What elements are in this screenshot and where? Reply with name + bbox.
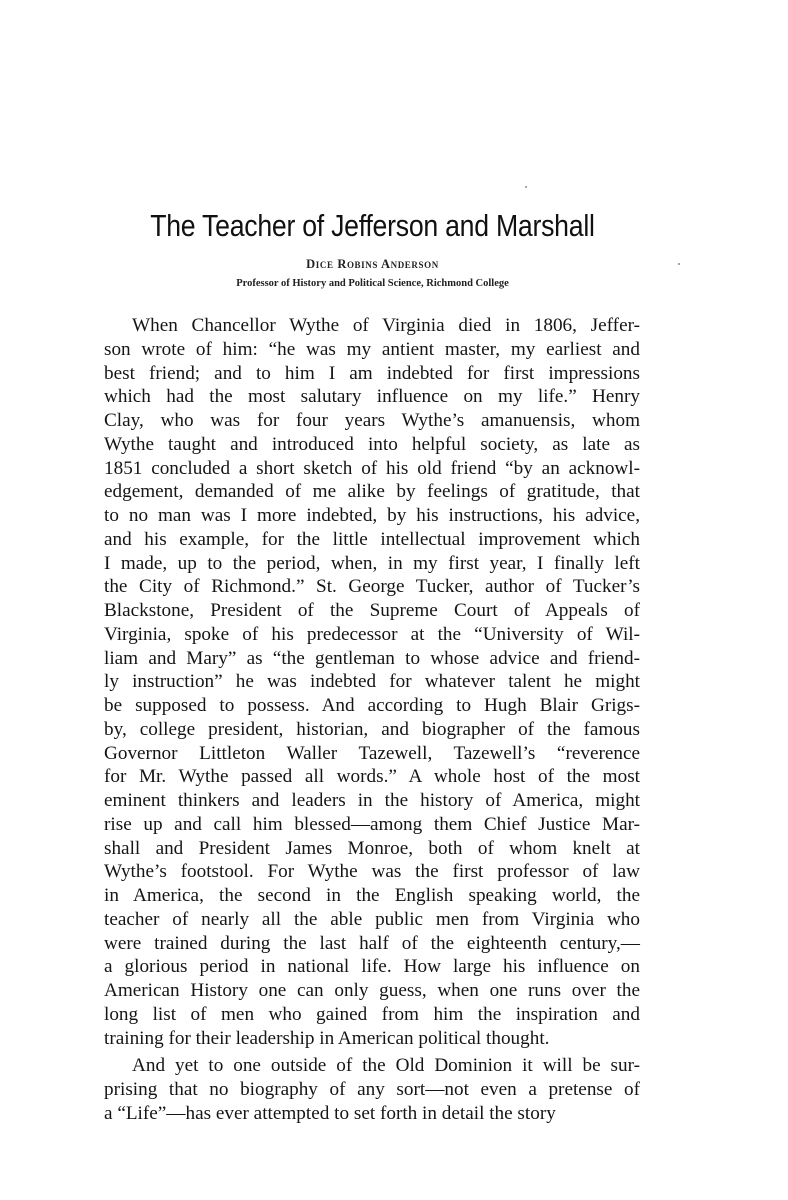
- text-line: ly instruction” he was indebted for whatever talent he might: [104, 671, 640, 693]
- author-affiliation: Professor of History and Political Science, Richmond College: [236, 278, 509, 289]
- article-body: [104, 314, 640, 1126]
- article-title: The Teacher of Jefferson and Marshall: [150, 208, 595, 243]
- author-name: Dice Robins Anderson: [306, 257, 439, 271]
- text-line: eminent thinkers and leaders in the history of America, might: [104, 790, 640, 811]
- text-line: a glorious period in national life. How large his influence on: [104, 956, 640, 978]
- print-speck: [525, 186, 527, 188]
- text-line: And yet to one outside of the Old Dominion it will be sur-: [132, 1055, 640, 1077]
- text-line: by, college president, historian, and biographer of the famous: [104, 718, 640, 740]
- text-line: prising that no biography of any sort—not even a pretense of: [104, 1079, 640, 1100]
- text-line: long list of men who gained from him the inspiration and: [104, 1003, 640, 1025]
- paragraph: [104, 1054, 640, 1125]
- text-line: Wythe taught and introduced into helpful society, as late as: [104, 433, 640, 455]
- text-line: a “Life”—has ever attempted to set forth in detail the story: [104, 1102, 556, 1124]
- text-line: rise up and call him blessed—among them Chief Justice Mar-: [104, 813, 640, 835]
- text-line: in America, the second in the English speaking world, the: [104, 885, 640, 906]
- text-line: 1851 concluded a short sketch of his old friend “by an acknowl-: [104, 457, 640, 479]
- text-line: to no man was I more indebted, by his instructions, his advice,: [104, 505, 640, 526]
- text-line: edgement, demanded of me alike by feelings of gratitude, that: [104, 481, 640, 503]
- text-line: liam and Mary” as “the gentleman to whose advice and friend-: [104, 647, 640, 669]
- text-line: Governor Littleton Waller Tazewell, Tazewell’s “reverence: [104, 742, 640, 764]
- text-line: Virginia, spoke of his predecessor at the “University of Wil-: [104, 623, 640, 645]
- text-line: for Mr. Wythe passed all words.” A whole host of the most: [104, 766, 640, 788]
- text-line: American History one can only guess, when one runs over the: [104, 980, 640, 1001]
- text-line: be supposed to possess. And according to Hugh Blair Grigs-: [104, 695, 640, 716]
- text-line: were trained during the last half of the eighteenth century,—: [104, 932, 640, 954]
- text-line: Clay, who was for four years Wythe’s amanuensis, whom: [104, 410, 640, 431]
- text-line: I made, up to the period, when, in my first year, I finally left: [104, 552, 640, 574]
- text-line: Blackstone, President of the Supreme Court of Appeals of: [104, 600, 640, 621]
- paragraph: [104, 314, 640, 1050]
- text-line: son wrote of him: “he was my antient master, my earliest and: [104, 338, 640, 360]
- text-line: the City of Richmond.” St. George Tucker, author of Tucker’s: [104, 576, 640, 598]
- text-line: teacher of nearly all the able public men from Virginia who: [104, 908, 640, 930]
- text-line: best friend; and to him I am indebted for first impressions: [104, 362, 640, 384]
- text-line: training for their leadership in American political thought.: [104, 1027, 550, 1049]
- text-line: and his example, for the little intellectual improvement which: [104, 528, 640, 550]
- text-line: When Chancellor Wythe of Virginia died in 1806, Jeffer-: [132, 315, 640, 336]
- text-line: Wythe’s footstool. For Wythe was the first professor of law: [104, 861, 640, 883]
- text-line: which had the most salutary influence on my life.” Henry: [104, 386, 640, 408]
- text-line: shall and President James Monroe, both of whom knelt at: [104, 837, 640, 859]
